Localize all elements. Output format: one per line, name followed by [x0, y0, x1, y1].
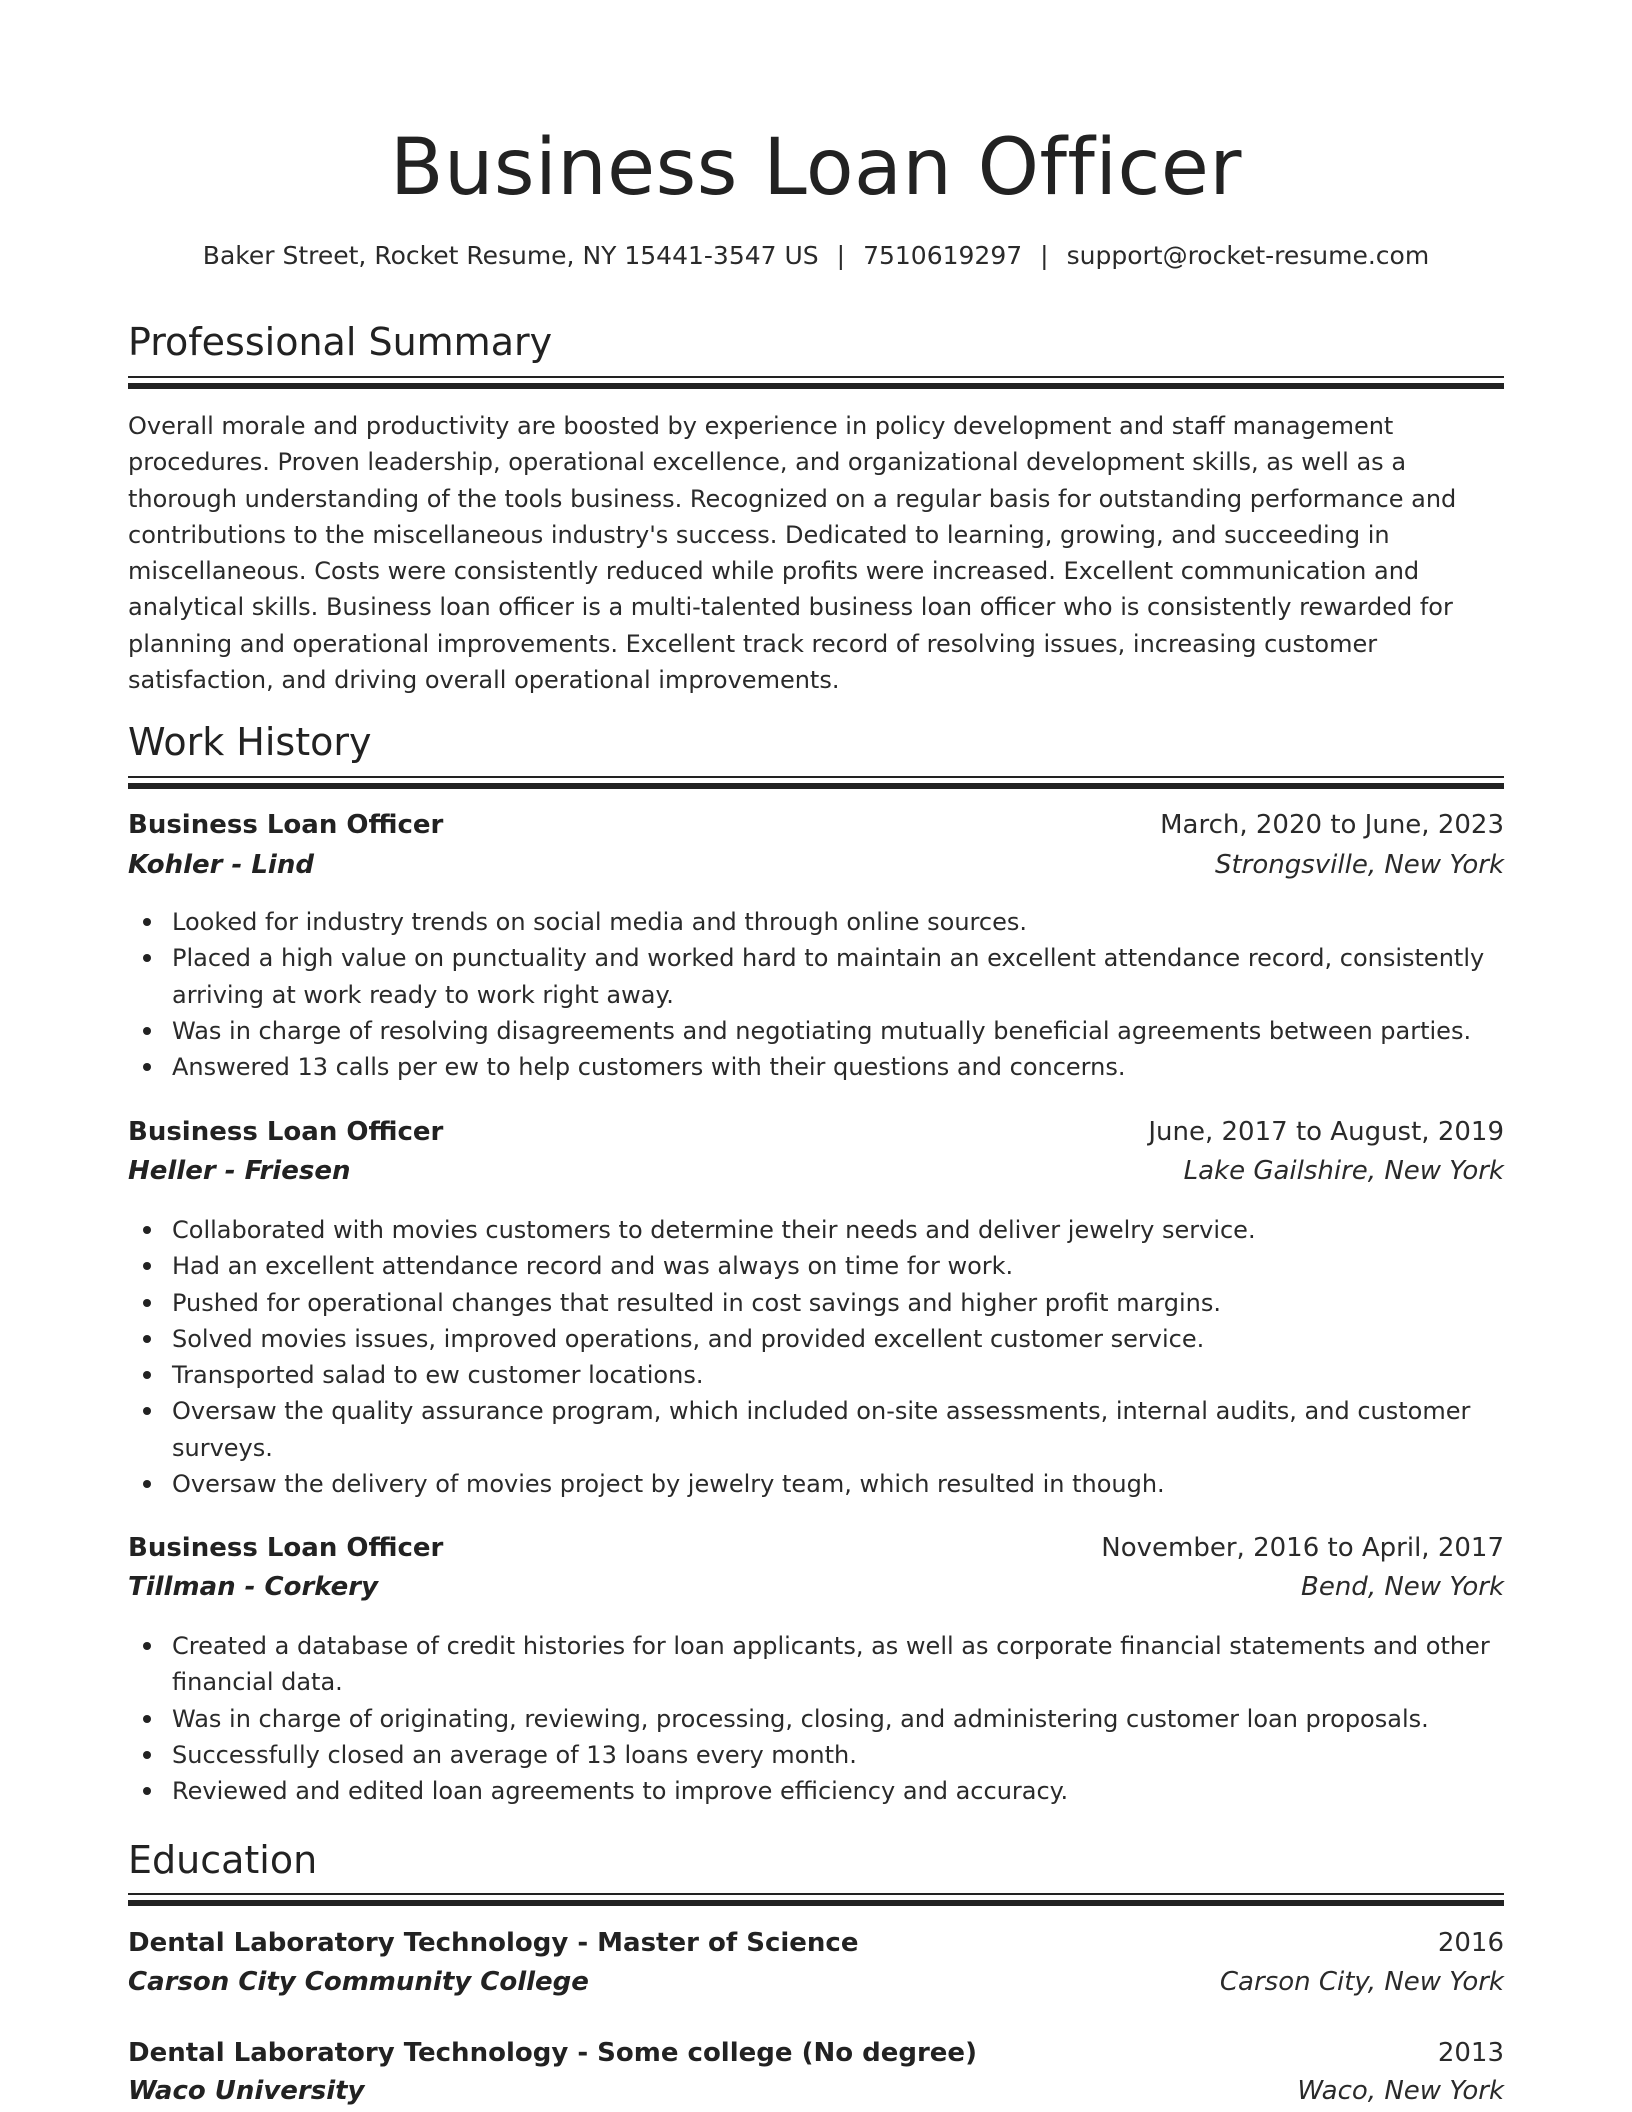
education-subheader	[128, 2071, 1504, 2111]
list-item: Collaborated with movies customers to determine their needs and deliver jewelry service.	[172, 1212, 1504, 1248]
job-company: Heller - Friesen	[128, 1156, 351, 1186]
contact-line	[0, 238, 1632, 274]
job-subheader	[128, 845, 1504, 885]
list-item: Solved movies issues, improved operations, and provided excellent customer service.	[172, 1321, 1504, 1357]
job-dates: June, 2017 to August, 2019	[1148, 1117, 1504, 1147]
education-degree: Dental Laboratory Technology - Some college (No degree)	[128, 2038, 977, 2068]
section-title-work: Work History	[128, 720, 372, 764]
job-title: Business Loan Officer	[128, 1117, 444, 1147]
job-title: Business Loan Officer	[128, 810, 444, 840]
job-company: Tillman - Corkery	[128, 1572, 379, 1602]
contact-email[interactable]: support@rocket-resume.com	[1066, 241, 1430, 270]
list-item: Had an excellent attendance record and was always on time for work.	[172, 1248, 1504, 1284]
resume-name: Business Loan Officer	[389, 123, 1242, 213]
education-school: Carson City Community College	[128, 1967, 589, 1997]
contact-separator: |	[836, 241, 846, 270]
job-bullets	[128, 1212, 1504, 1502]
job-title: Business Loan Officer	[128, 1533, 444, 1563]
list-item: Oversaw the quality assurance program, which included on-site assessments, internal audits, and customer surveys.	[172, 1393, 1504, 1466]
job-header	[128, 1528, 1504, 1568]
job-header	[128, 1112, 1504, 1152]
list-item: Was in charge of resolving disagreements and negotiating mutually beneficial agreements between parties.	[172, 1013, 1504, 1049]
education-school: Waco University	[128, 2076, 365, 2106]
list-item: Reviewed and edited loan agreements to improve efficiency and accuracy.	[172, 1773, 1504, 1809]
list-item: Pushed for operational changes that resulted in cost savings and higher profit margins.	[172, 1285, 1504, 1321]
job-dates: March, 2020 to June, 2023	[1160, 810, 1504, 840]
contact-address: Baker Street, Rocket Resume, NY 15441-3547 US	[202, 241, 819, 270]
job-location: Lake Gailshire, New York	[1183, 1156, 1504, 1186]
summary-text: Overall morale and productivity are boosted by experience in policy development and staff management procedures. Proven leadership, operational excellence, and organizational development skills, as well as a thorough understanding of the tools business. Recognized on a regular basis for outstanding performance and contributions to the miscellaneous industry's success. Dedicated to learning, growing, and succeeding in miscellaneous. Costs were consistently reduced while profits were increased. Excellent communication and analytical skills. Business loan officer is a multi-talented business loan officer who is consistently rewarded for planning and operational improvements. Excellent track record of resolving issues, increasing customer satisfaction, and driving overall operational improvements.	[128, 412, 1457, 695]
job-bullets	[128, 904, 1504, 1085]
education-location: Waco, New York	[1297, 2076, 1504, 2106]
list-item: Looked for industry trends on social media and through online sources.	[172, 904, 1504, 940]
job-company: Kohler - Lind	[128, 850, 314, 880]
list-item: Created a database of credit histories for loan applicants, as well as corporate financial statements and other financial data.	[172, 1628, 1504, 1701]
list-item: Oversaw the delivery of movies project by jewelry team, which resulted in though.	[172, 1466, 1504, 1502]
education-subheader	[128, 1962, 1504, 2002]
list-item: Was in charge of originating, reviewing, processing, closing, and administering customer loan proposals.	[172, 1701, 1504, 1737]
job-subheader	[128, 1567, 1504, 1607]
list-item: Answered 13 calls per ew to help customers with their questions and concerns.	[172, 1049, 1504, 1085]
education-year: 2016	[1437, 1928, 1504, 1958]
education-header	[128, 2033, 1504, 2073]
job-location: Strongsville, New York	[1214, 850, 1504, 880]
section-divider	[128, 1893, 1504, 1907]
contact-phone[interactable]: 7510619297	[863, 241, 1023, 270]
section-divider	[128, 776, 1504, 790]
education-year: 2013	[1437, 2038, 1504, 2068]
education-header	[128, 1923, 1504, 1963]
job-subheader	[128, 1151, 1504, 1191]
job-bullets	[128, 1628, 1504, 1809]
job-header	[128, 805, 1504, 845]
job-dates: November, 2016 to April, 2017	[1101, 1533, 1504, 1563]
job-location: Bend, New York	[1301, 1572, 1504, 1602]
education-degree: Dental Laboratory Technology - Master of Science	[128, 1928, 859, 1958]
list-item: Successfully closed an average of 13 loans every month.	[172, 1737, 1504, 1773]
section-divider	[128, 376, 1504, 390]
education-location: Carson City, New York	[1219, 1967, 1504, 1997]
list-item: Transported salad to ew customer locations.	[172, 1357, 1504, 1393]
list-item: Placed a high value on punctuality and worked hard to maintain an excellent attendance record, consistently arriving at work ready to work right away.	[172, 940, 1504, 1013]
section-title-education: Education	[128, 1838, 318, 1882]
contact-separator: |	[1040, 241, 1049, 270]
section-title-summary: Professional Summary	[128, 320, 553, 364]
